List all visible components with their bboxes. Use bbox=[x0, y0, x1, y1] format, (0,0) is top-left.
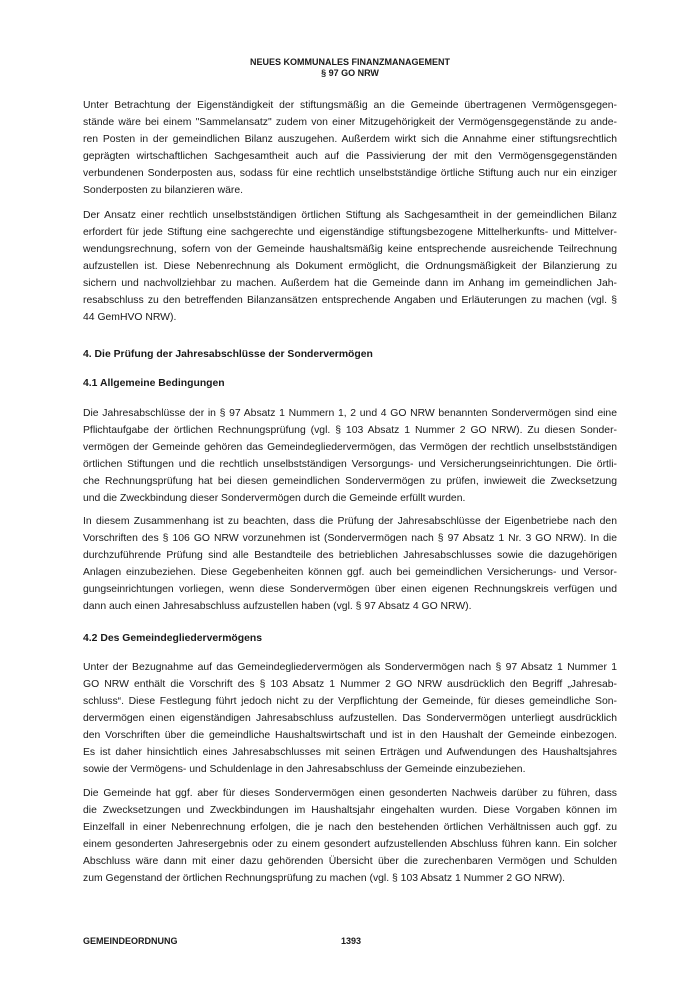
text-line: sichern und nachvollziehbar zu machen. Außerdem hat die Gemeinde dann im Anhang im gemeindlichen Jah- bbox=[83, 278, 617, 289]
text-line: In diesem Zusammenhang ist zu beachten, dass die Prüfung der Jahresabschlüsse der Eigenbetriebe nach den bbox=[83, 516, 617, 527]
text-line: GO NRW enthält die Vorschrift des § 103 Absatz 1 Nummer 2 GO NRW ausdrücklich den Begriff „Jahresab- bbox=[83, 679, 617, 690]
text-line: ren Posten in der gemeindlichen Bilanz auszugehen. Außerdem wirkt sich die Annahme einer stiftungsrechtlich bbox=[83, 134, 617, 145]
text-line: gungseinrichtungen vorliegen, wenn diese Sondervermögen über einen eigenen Rechnungskreis verfügen und bbox=[83, 584, 617, 595]
text-line: sowie der Vermögens- und Schuldenlage in den Jahresabschluss der Gemeinde einzubeziehen. bbox=[83, 764, 526, 775]
heading-section-4-2: 4.2 Des Gemeindegliedervermögens bbox=[83, 633, 263, 644]
text-line: Die Gemeinde hat ggf. aber für dieses Sondervermögen einen gesonderten Nachweis darüber zu führen, dass bbox=[83, 788, 617, 799]
text-line: Anlagen einzubeziehen. Diese Gegebenheiten können ggf. auch bei gemeindlichen Versicherungs- und Versor- bbox=[83, 567, 617, 578]
header-title: NEUES KOMMUNALES FINANZMANAGEMENT bbox=[250, 57, 450, 67]
paragraph-sammelansatz bbox=[83, 97, 617, 199]
text-line: Unter der Bezugnahme auf das Gemeindegliedervermögen als Sondervermögen nach § 97 Absatz 1 Nummer 1 bbox=[83, 662, 617, 673]
text-line: Sonderposten zu bilanzieren wäre. bbox=[83, 185, 243, 196]
text-line: schluss“. Diese Festlegung führt jedoch nicht zu der Verpflichtung der Gemeinde, für dieses gemeindliche Son- bbox=[83, 696, 617, 707]
text-line: che Rechnungsprüfung hat bei diesen gemeindlichen Sondervermögen zu prüfen, inwieweit die Zwecksetzung bbox=[83, 476, 617, 487]
heading-section-4-1: 4.1 Allgemeine Bedingungen bbox=[83, 378, 225, 389]
text-line: aufzustellen ist. Diese Nebenrechnung als Dokument ermöglicht, die Ordnungsmäßigkeit der Bilanzierung zu bbox=[83, 261, 617, 272]
text-line: Einzelfall in einer Nebenrechnung erfolgen, die je nach den bestehenden örtlichen Verhältnissen auch ggf. zu bbox=[83, 822, 617, 833]
text-line: dann auch einen Jahresabschluss aufzustellen haben (vgl. § 97 Absatz 4 GO NRW). bbox=[83, 601, 472, 612]
text-line: erfordert für jede Stiftung eine sachgerechte und eigenständige stiftungsbezogene Mittelherkunfts- und Mittelver- bbox=[83, 227, 617, 238]
text-line: 44 GemHVO NRW). bbox=[83, 312, 177, 323]
text-line: wendungsrechnung, sofern von der Gemeinde haushaltsmäßig keine entsprechende ausreichende Teilrechnung bbox=[83, 244, 617, 255]
text-line: und die Zweckbindung dieser Sondervermögen durch die Gemeinde erfüllt wurden. bbox=[83, 493, 466, 504]
text-line: geprägten wirtschaftlichen Sachgesamtheit auch auf die Passivierung der mit den Vermögensgegenständen bbox=[83, 151, 617, 162]
page-number: 1393 bbox=[341, 936, 362, 946]
text-line: stände wäre bei einem "Sammelansatz" zudem von einer Mitzugehörigkeit der Vermögensgegenstände zu ande- bbox=[83, 117, 617, 128]
text-line: vermögen der Gemeinde gehören das Gemeindegliedervermögen, das Vermögen der rechtlich unselbstständigen bbox=[83, 442, 617, 453]
text-line: resabschluss zu den betreffenden Bilanzansätzen entsprechende Angaben und Erläuterungen zu machen (vgl. § bbox=[83, 295, 617, 306]
text-line: dervermögen einen eigenständigen Jahresabschluss aufzustellen. Das Sondervermögen unterliegt ausdrücklich bbox=[83, 713, 617, 724]
text-line: Es ist daher hinsichtlich eines Jahresabschlusses mit seinen Erträgen und Aufwendungen des Haushaltsjahres bbox=[83, 747, 617, 758]
text-line: zum Gegenstand der örtlichen Rechnungsprüfung zu machen (vgl. § 103 Absatz 1 Nummer 2 GO NRW). bbox=[83, 873, 566, 884]
paragraph-gemeindegliedervermoegen bbox=[83, 659, 617, 778]
text-line: Unter Betrachtung der Eigenständigkeit der stiftungsmäßig an die Gemeinde übertragenen Vermögensgegen- bbox=[83, 100, 617, 111]
text-line: Vorschriften des § 106 GO NRW vorzunehmen ist (Sondervermögen nach § 97 Absatz 1 Nr. 3 GO NRW). In die bbox=[83, 533, 617, 544]
text-line: einem gesonderten Jahresergebnis oder zu einem gesondert aufzustellenden Abschluss führen kann. Ein solcher bbox=[83, 839, 617, 850]
footer-title: GEMEINDEORDNUNG bbox=[83, 936, 178, 946]
text-line: Pflichtaufgabe der örtlichen Rechnungsprüfung (vgl. § 103 Absatz 1 Nummer 2 GO NRW). Zu diesen Sonder- bbox=[83, 425, 617, 436]
paragraph-nachweis bbox=[83, 785, 617, 887]
paragraph-pflichtaufgabe bbox=[83, 405, 617, 507]
text-line: verbundenen Sonderposten aus, sodass für eine rechtlich unselbstständige örtliche Stiftung auch nur ein einziger bbox=[83, 168, 617, 179]
text-line: durchzuführende Prüfung sind alle Bestandteile des betrieblichen Jahresabschlusses sowie die dazugehörigen bbox=[83, 550, 617, 561]
text-line: Die Jahresabschlüsse der in § 97 Absatz 1 Nummern 1, 2 und 4 GO NRW benannten Sondervermögen sind eine bbox=[83, 408, 617, 419]
page-header bbox=[0, 57, 700, 79]
text-line: Abschluss wäre dann mit einer dazu gehörenden Übersicht über die zurechenbaren Vermögen und Schulden bbox=[83, 856, 617, 867]
text-line: örtlichen Stiftungen und die rechtlich unselbstständigen Versorgungs- und Versicherungseinrichtungen. Die örtli- bbox=[83, 459, 617, 470]
heading-section-4: 4. Die Prüfung der Jahresabschlüsse der Sondervermögen bbox=[83, 349, 373, 360]
text-line: Der Ansatz einer rechtlich unselbstständigen örtlichen Stiftung als Sachgesamtheit in der gemeindlichen Bilanz bbox=[83, 210, 617, 221]
paragraph-eigenbetriebe bbox=[83, 513, 617, 615]
text-line: den Vorschriften über die gemeindliche Haushaltswirtschaft und ist in den Haushalt der Gemeinde einbezogen. bbox=[83, 730, 617, 741]
header-section: § 97 GO NRW bbox=[321, 68, 379, 78]
text-line: die Zwecksetzungen und Zweckbindungen im Haushaltsjahr eingehalten wurden. Diese Vorgaben können im bbox=[83, 805, 617, 816]
paragraph-ansatz-stiftung bbox=[83, 207, 617, 326]
